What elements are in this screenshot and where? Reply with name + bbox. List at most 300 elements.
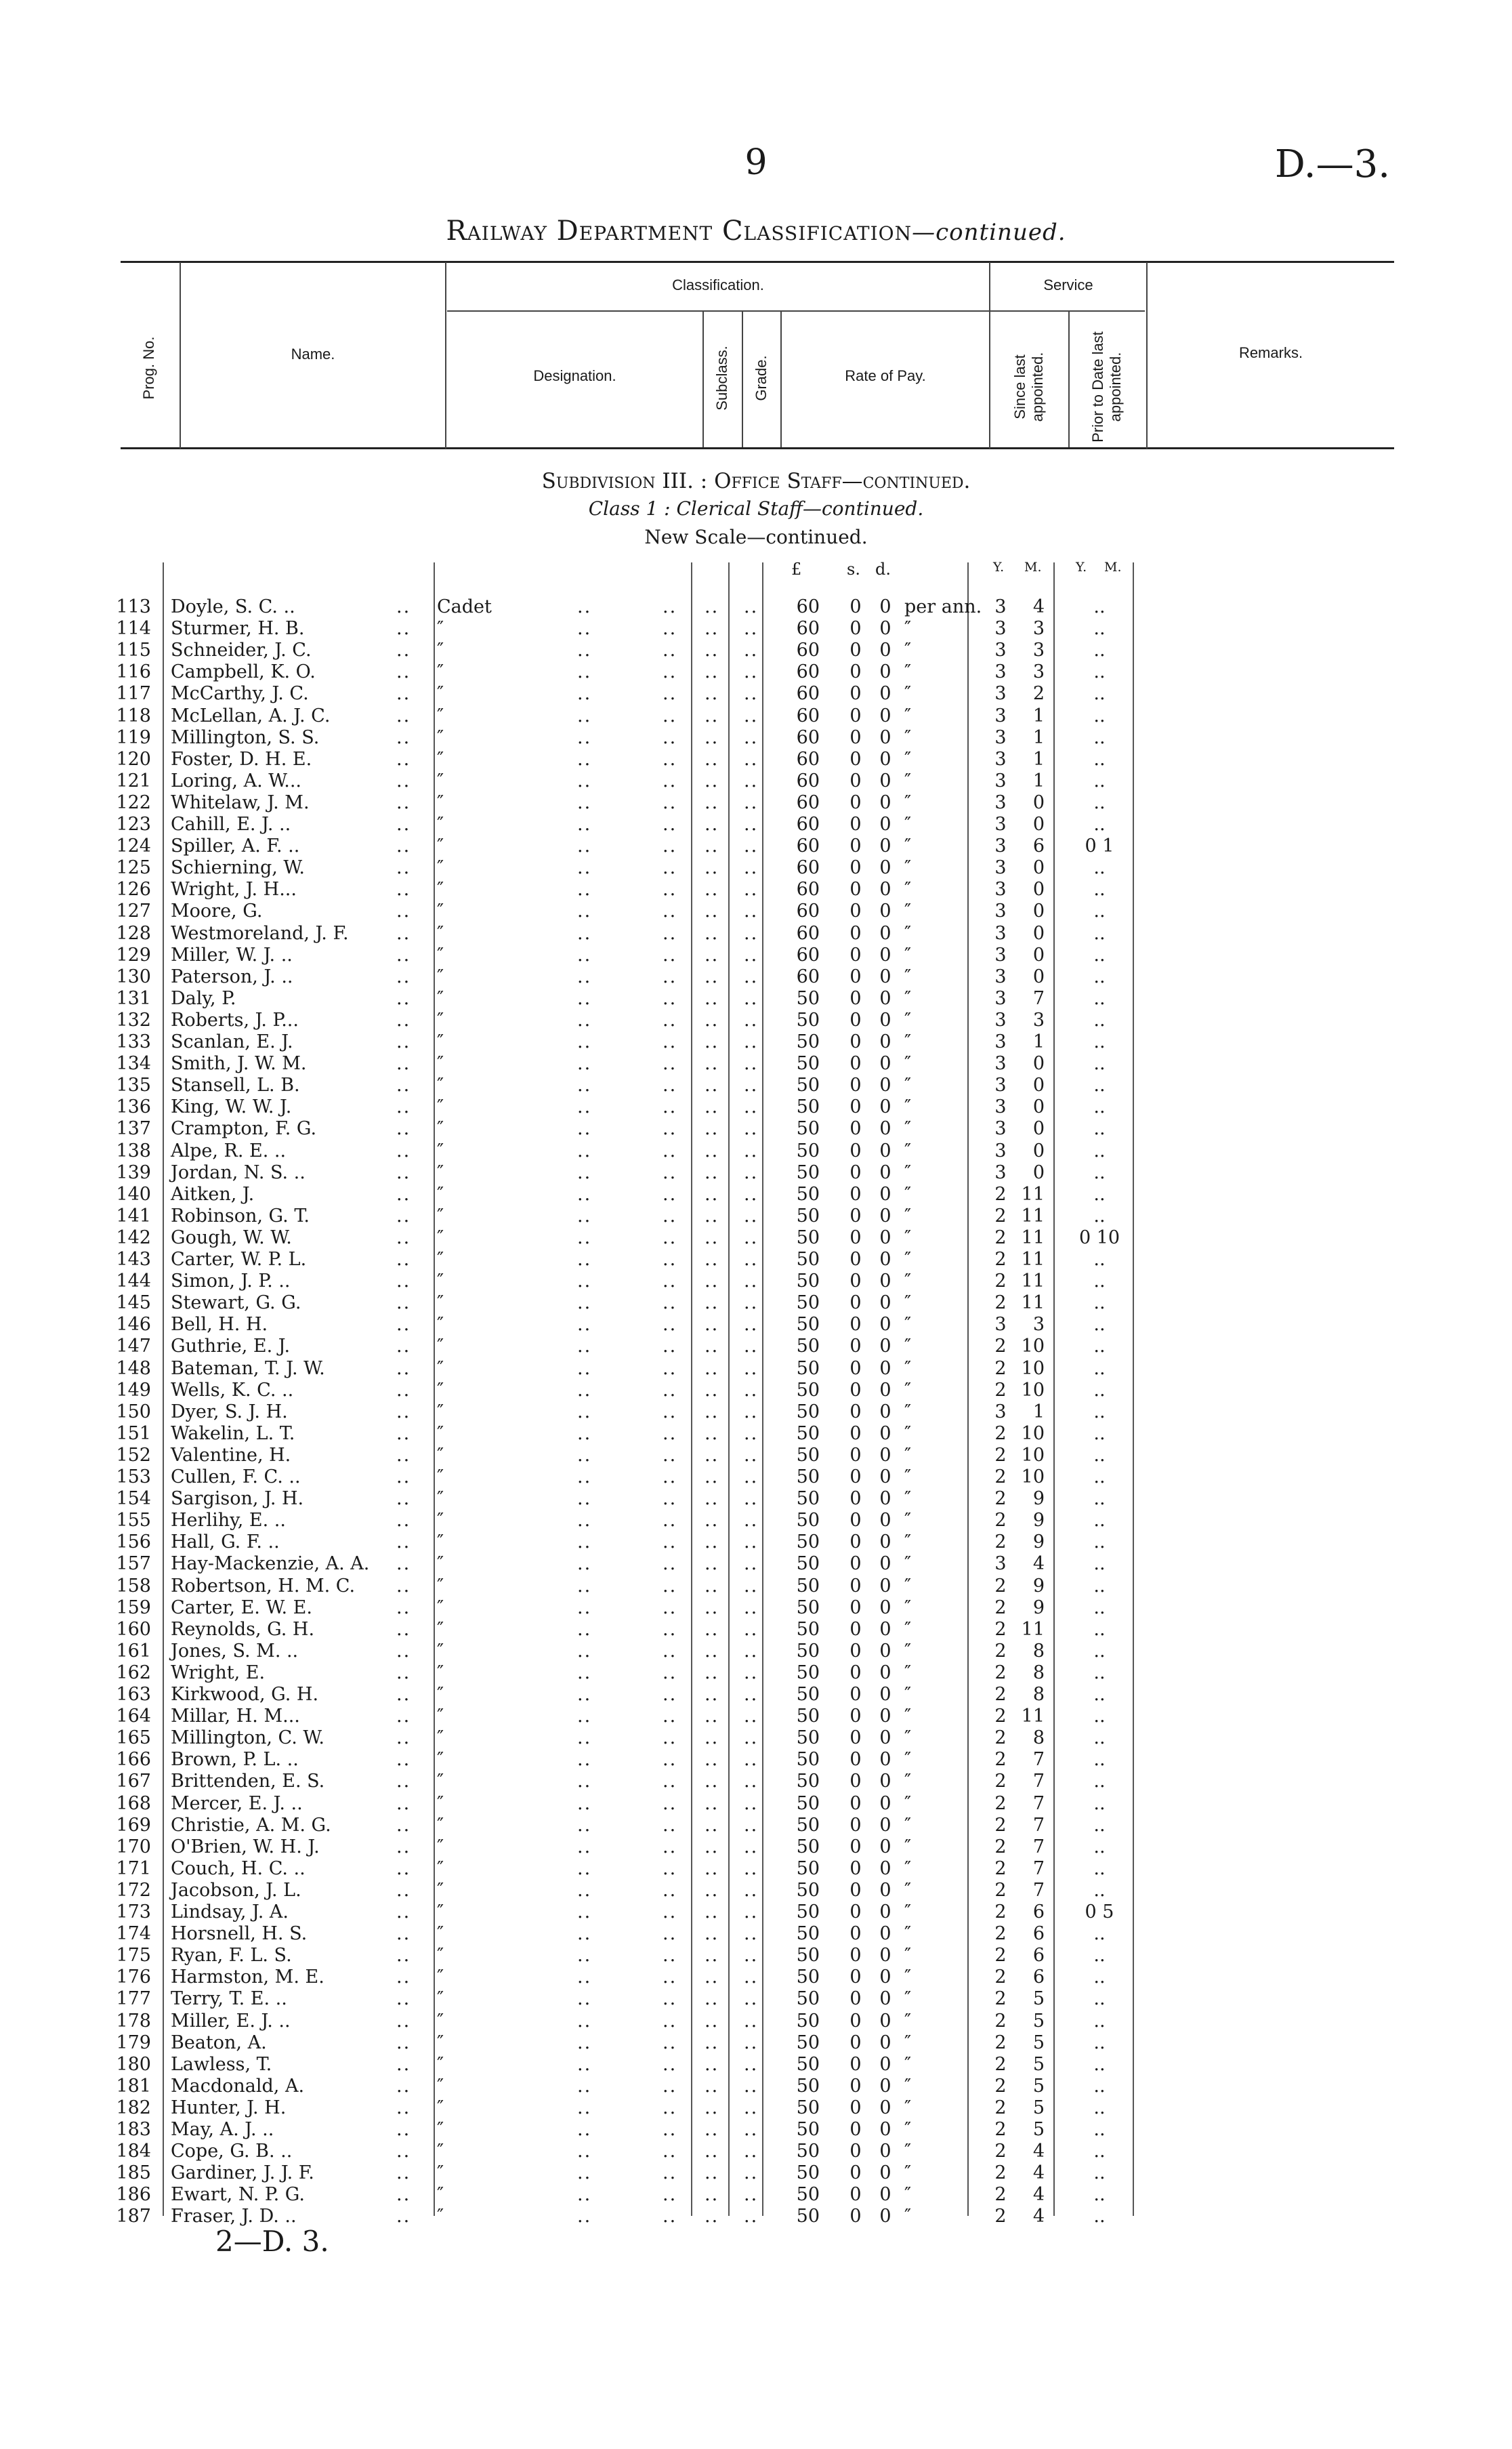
pay-period-cell: ″	[904, 2119, 912, 2140]
since-years-cell: 2	[994, 1379, 1007, 1401]
pay-pounds-cell: 50	[796, 1879, 820, 1901]
leader-dots: ..	[705, 1597, 719, 1618]
leader-dots: ..	[705, 1792, 719, 1814]
leader-dots: ..	[744, 683, 759, 705]
prog-no-cell: 115	[116, 640, 151, 661]
table-row	[0, 1053, 1512, 1075]
leader-dots: ..	[744, 1183, 759, 1205]
since-years-cell: 3	[994, 683, 1007, 705]
table-row	[0, 1423, 1512, 1445]
leader-dots: ..	[577, 1075, 592, 1096]
prog-no-cell: 135	[116, 1075, 151, 1096]
pay-period-cell: ″	[904, 1401, 912, 1422]
since-years-cell: 2	[994, 1662, 1007, 1683]
leader-dots: ..	[577, 1684, 592, 1705]
prog-no-cell: 161	[116, 1640, 151, 1662]
leader-dots: ..	[705, 770, 719, 791]
header-remarks: Remarks.	[1238, 344, 1303, 361]
pay-pence-cell: 0	[879, 1336, 891, 1357]
prog-no-cell: 145	[116, 1292, 151, 1314]
pay-period-cell: ″	[904, 901, 912, 922]
pay-pence-cell: 0	[879, 879, 891, 901]
units-row	[0, 560, 1512, 580]
table-row	[0, 1488, 1512, 1510]
prog-no-cell: 134	[116, 1053, 151, 1075]
designation-cell: ″	[437, 1792, 444, 1814]
since-months-cell: 4	[1032, 2184, 1045, 2206]
pay-period-cell: ″	[904, 640, 912, 661]
prog-no-cell: 117	[116, 683, 151, 705]
leader-dots: ..	[705, 857, 719, 879]
table-row	[0, 1358, 1512, 1380]
unit-shilling: s.	[847, 560, 860, 579]
pay-pounds-cell: 50	[796, 1771, 820, 1792]
pay-period-cell: ″	[904, 1684, 912, 1705]
prior-service-cell: ..	[1093, 1836, 1106, 1857]
table-row	[0, 683, 1512, 705]
leader-dots: ..	[396, 791, 411, 813]
leader-dots: ..	[705, 618, 719, 640]
pay-period-cell: ″	[904, 2162, 912, 2184]
pay-pence-cell: 0	[879, 1161, 891, 1183]
since-months-cell: 5	[1032, 2119, 1045, 2140]
leader-dots: ..	[744, 2184, 759, 2206]
leader-dots: ..	[396, 1140, 411, 1161]
leader-dots: ..	[577, 1575, 592, 1597]
table-row	[0, 1075, 1512, 1096]
since-years-cell: 2	[994, 2141, 1007, 2162]
prior-service-cell: ..	[1093, 1923, 1106, 1945]
designation-cell: ″	[437, 2119, 444, 2140]
designation-cell: ″	[437, 966, 444, 987]
designation-cell: ″	[437, 1053, 444, 1075]
pay-pence-cell: 0	[879, 1379, 891, 1401]
pay-shillings-cell: 0	[849, 748, 862, 770]
designation-cell: ″	[437, 1466, 444, 1487]
pay-pounds-cell: 60	[796, 683, 820, 705]
pay-period-cell: ″	[904, 1553, 912, 1575]
leader-dots: ..	[705, 1488, 719, 1510]
pay-pounds-cell: 50	[796, 1967, 820, 1988]
since-months-cell: 7	[1032, 1749, 1045, 1771]
since-years-cell: 3	[994, 1053, 1007, 1075]
pay-shillings-cell: 0	[849, 2075, 862, 2097]
leader-dots: ..	[577, 1857, 592, 1879]
prior-service-cell: ..	[1093, 857, 1106, 879]
designation-cell: ″	[437, 748, 444, 770]
leader-dots: ..	[577, 2053, 592, 2075]
designation-cell: ″	[437, 1531, 444, 1553]
leader-dots: ..	[705, 1771, 719, 1792]
prog-no-cell: 178	[116, 2010, 151, 2032]
designation-cell: ″	[437, 2075, 444, 2097]
since-months-cell: 8	[1032, 1727, 1045, 1749]
leader-dots: ..	[744, 2119, 759, 2140]
leader-dots: ..	[744, 1075, 759, 1096]
pay-shillings-cell: 0	[849, 1727, 862, 1749]
leader-dots: ..	[396, 770, 411, 791]
designation-cell: Cadet	[437, 596, 492, 617]
pay-pence-cell: 0	[879, 857, 891, 879]
designation-cell: ″	[437, 922, 444, 944]
since-months-cell: 1	[1032, 1401, 1045, 1422]
table-row	[0, 1880, 1512, 1901]
pay-pounds-cell: 50	[796, 1009, 820, 1031]
leader-dots: ..	[577, 618, 592, 640]
pay-pence-cell: 0	[879, 1901, 891, 1922]
prog-no-cell: 114	[116, 618, 151, 640]
document-reference: D.—3.	[1274, 142, 1390, 186]
pay-pence-cell: 0	[879, 1096, 891, 1118]
pay-pence-cell: 0	[879, 1249, 891, 1270]
name-cell: Jones, S. M. ..	[171, 1640, 299, 1662]
leader-dots: ..	[744, 1271, 759, 1292]
leader-dots: ..	[744, 966, 759, 987]
leader-dots: ..	[396, 814, 411, 835]
leader-dots: ..	[744, 1879, 759, 1901]
leader-dots: ..	[663, 1227, 677, 1248]
table-row	[0, 1031, 1512, 1053]
prior-service-cell: ..	[1093, 1618, 1106, 1640]
name-cell: Simon, J. P. ..	[171, 1271, 291, 1292]
pay-shillings-cell: 0	[849, 1814, 862, 1836]
leader-dots: ..	[577, 814, 592, 835]
pay-shillings-cell: 0	[849, 922, 862, 944]
prior-service-cell: ..	[1093, 1597, 1106, 1618]
table-row	[0, 1227, 1512, 1249]
prog-no-cell: 160	[116, 1618, 151, 1640]
leader-dots: ..	[577, 596, 592, 617]
prior-service-cell: ..	[1093, 1118, 1106, 1140]
leader-dots: ..	[663, 2053, 677, 2075]
designation-cell: ″	[437, 1075, 444, 1096]
leader-dots: ..	[663, 1727, 677, 1749]
leader-dots: ..	[663, 2206, 677, 2227]
leader-dots: ..	[663, 640, 677, 661]
leader-dots: ..	[663, 1553, 677, 1575]
prog-no-cell: 151	[116, 1422, 151, 1444]
table-row	[0, 966, 1512, 988]
leader-dots: ..	[705, 1662, 719, 1683]
since-years-cell: 2	[994, 2097, 1007, 2118]
leader-dots: ..	[396, 1466, 411, 1487]
leader-dots: ..	[663, 1336, 677, 1357]
pay-pounds-cell: 50	[796, 1488, 820, 1510]
leader-dots: ..	[705, 2032, 719, 2053]
prior-service-cell: 0 1	[1085, 836, 1114, 857]
leader-dots: ..	[577, 1205, 592, 1227]
prog-no-cell: 165	[116, 1727, 151, 1749]
leader-dots: ..	[744, 944, 759, 966]
leader-dots: ..	[663, 2184, 677, 2206]
table-row	[0, 1988, 1512, 2010]
since-months-cell: 4	[1032, 2162, 1045, 2184]
name-cell: Bell, H. H.	[171, 1314, 268, 1336]
since-years-cell: 2	[994, 1488, 1007, 1510]
name-cell: Crampton, F. G.	[171, 1118, 317, 1140]
leader-dots: ..	[577, 1879, 592, 1901]
pay-period-cell: ″	[904, 618, 912, 640]
leader-dots: ..	[705, 1945, 719, 1967]
pay-shillings-cell: 0	[849, 1053, 862, 1075]
leader-dots: ..	[396, 1901, 411, 1922]
designation-cell: ″	[437, 1314, 444, 1336]
pay-pence-cell: 0	[879, 1140, 891, 1161]
pay-pounds-cell: 50	[796, 1684, 820, 1705]
leader-dots: ..	[705, 987, 719, 1009]
leader-dots: ..	[663, 1618, 677, 1640]
header-designation: Designation.	[533, 367, 616, 384]
leader-dots: ..	[577, 1422, 592, 1444]
pay-pence-cell: 0	[879, 1422, 891, 1444]
pay-shillings-cell: 0	[849, 1640, 862, 1662]
pay-pounds-cell: 50	[796, 1836, 820, 1857]
name-cell: Schierning, W.	[171, 857, 306, 879]
prog-no-cell: 137	[116, 1118, 151, 1140]
leader-dots: ..	[744, 640, 759, 661]
name-cell: Moore, G.	[171, 901, 263, 922]
leader-dots: ..	[705, 814, 719, 835]
name-cell: Beaton, A.	[171, 2032, 267, 2053]
since-years-cell: 2	[994, 1792, 1007, 1814]
since-years-cell: 3	[994, 1140, 1007, 1161]
leader-dots: ..	[577, 901, 592, 922]
pay-pounds-cell: 60	[796, 770, 820, 791]
since-years-cell: 3	[994, 726, 1007, 748]
pay-shillings-cell: 0	[849, 1749, 862, 1771]
class-heading: Class 1 : Clerical Staff—continued.	[588, 497, 924, 520]
since-years-cell: 3	[994, 1553, 1007, 1575]
pay-shillings-cell: 0	[849, 661, 862, 683]
pay-shillings-cell: 0	[849, 1771, 862, 1792]
pay-pence-cell: 0	[879, 791, 891, 813]
since-years-cell: 2	[994, 1923, 1007, 1945]
leader-dots: ..	[705, 1618, 719, 1640]
pay-period-cell: ″	[904, 2184, 912, 2206]
since-months-cell: 10	[1021, 1466, 1045, 1487]
pay-period-cell: ″	[904, 2141, 912, 2162]
pay-shillings-cell: 0	[849, 1967, 862, 1988]
prog-no-cell: 127	[116, 901, 151, 922]
leader-dots: ..	[663, 1857, 677, 1879]
name-cell: Kirkwood, G. H.	[171, 1684, 319, 1705]
leader-dots: ..	[396, 1205, 411, 1227]
designation-cell: ″	[437, 1814, 444, 1836]
designation-cell: ″	[437, 1488, 444, 1510]
pay-shillings-cell: 0	[849, 791, 862, 813]
since-months-cell: 11	[1021, 1249, 1045, 1270]
leader-dots: ..	[705, 748, 719, 770]
name-cell: Hay-Mackenzie, A. A.	[171, 1553, 370, 1575]
since-months-cell: 10	[1021, 1357, 1045, 1379]
pay-shillings-cell: 0	[849, 1227, 862, 1248]
pay-period-cell: ″	[904, 1597, 912, 1618]
table-row	[0, 945, 1512, 966]
since-months-cell: 6	[1032, 1945, 1045, 1967]
leader-dots: ..	[577, 2184, 592, 2206]
designation-cell: ″	[437, 2053, 444, 2075]
leader-dots: ..	[396, 2032, 411, 2053]
table-row	[0, 640, 1512, 661]
since-months-cell: 7	[1032, 1814, 1045, 1836]
leader-dots: ..	[744, 1553, 759, 1575]
unit-years-prior: Y.	[1076, 560, 1087, 575]
since-months-cell: 11	[1021, 1271, 1045, 1292]
pay-shillings-cell: 0	[849, 1510, 862, 1531]
name-cell: Stansell, L. B.	[171, 1075, 300, 1096]
pay-pounds-cell: 50	[796, 2206, 820, 2227]
leader-dots: ..	[396, 1379, 411, 1401]
pay-pounds-cell: 60	[796, 748, 820, 770]
prior-service-cell: ..	[1093, 944, 1106, 966]
pay-pence-cell: 0	[879, 1205, 891, 1227]
table-row	[0, 1445, 1512, 1466]
name-cell: Sargison, J. H.	[171, 1488, 304, 1510]
since-months-cell: 9	[1032, 1597, 1045, 1618]
since-months-cell: 0	[1032, 1096, 1045, 1118]
table-row	[0, 814, 1512, 836]
designation-cell: ″	[437, 1662, 444, 1683]
name-cell: Carter, W. P. L.	[171, 1249, 307, 1270]
pay-pence-cell: 0	[879, 1836, 891, 1857]
name-cell: Schneider, J. C.	[171, 640, 312, 661]
leader-dots: ..	[744, 596, 759, 617]
leader-dots: ..	[744, 1706, 759, 1727]
name-cell: Sturmer, H. B.	[171, 618, 305, 640]
leader-dots: ..	[396, 1510, 411, 1531]
since-years-cell: 3	[994, 705, 1007, 726]
leader-dots: ..	[577, 1379, 592, 1401]
leader-dots: ..	[396, 1749, 411, 1771]
leader-dots: ..	[396, 1444, 411, 1466]
table-row	[0, 792, 1512, 814]
since-months-cell: 0	[1032, 1053, 1045, 1075]
designation-cell: ″	[437, 1727, 444, 1749]
leader-dots: ..	[577, 2075, 592, 2097]
pay-pounds-cell: 50	[796, 1553, 820, 1575]
since-months-cell: 1	[1032, 1031, 1045, 1052]
pay-pounds-cell: 50	[796, 1727, 820, 1749]
designation-cell: ″	[437, 2097, 444, 2118]
pay-shillings-cell: 0	[849, 1096, 862, 1118]
table-row	[0, 1401, 1512, 1423]
leader-dots: ..	[577, 922, 592, 944]
leader-dots: ..	[663, 1075, 677, 1096]
leader-dots: ..	[577, 2206, 592, 2227]
pay-pounds-cell: 50	[796, 1096, 820, 1118]
prog-no-cell: 172	[116, 1879, 151, 1901]
since-months-cell: 4	[1032, 596, 1045, 617]
since-months-cell: 0	[1032, 1140, 1045, 1161]
table-row	[0, 1140, 1512, 1162]
since-years-cell: 2	[994, 1618, 1007, 1640]
since-months-cell: 7	[1032, 1857, 1045, 1879]
designation-cell: ″	[437, 1205, 444, 1227]
pay-pounds-cell: 50	[796, 1422, 820, 1444]
leader-dots: ..	[577, 1357, 592, 1379]
designation-cell: ″	[437, 1140, 444, 1161]
leader-dots: ..	[663, 1140, 677, 1161]
leader-dots: ..	[705, 1118, 719, 1140]
prog-no-cell: 138	[116, 1140, 151, 1161]
pay-pounds-cell: 50	[796, 2141, 820, 2162]
leader-dots: ..	[396, 1640, 411, 1662]
pay-pence-cell: 0	[879, 944, 891, 966]
pay-pence-cell: 0	[879, 2032, 891, 2053]
prog-no-cell: 184	[116, 2141, 151, 2162]
page-title	[0, 215, 1512, 247]
prog-no-cell: 131	[116, 987, 151, 1009]
leader-dots: ..	[577, 1640, 592, 1662]
leader-dots: ..	[663, 1031, 677, 1052]
leader-dots: ..	[744, 1727, 759, 1749]
header-subclass: Subclass.	[713, 346, 730, 411]
prog-no-cell: 144	[116, 1271, 151, 1292]
leader-dots: ..	[744, 1096, 759, 1118]
designation-cell: ″	[437, 1901, 444, 1922]
pay-pounds-cell: 50	[796, 1140, 820, 1161]
since-years-cell: 3	[994, 1009, 1007, 1031]
pay-period-cell: ″	[904, 2075, 912, 2097]
leader-dots: ..	[396, 1945, 411, 1967]
since-months-cell: 0	[1032, 814, 1045, 835]
leader-dots: ..	[577, 1988, 592, 2010]
leader-dots: ..	[705, 1401, 719, 1422]
pay-period-cell: ″	[904, 1575, 912, 1597]
since-months-cell: 9	[1032, 1531, 1045, 1553]
table-row	[0, 1727, 1512, 1749]
pay-shillings-cell: 0	[849, 640, 862, 661]
pay-period-cell: ″	[904, 1988, 912, 2010]
leader-dots: ..	[577, 1031, 592, 1052]
leader-dots: ..	[744, 1205, 759, 1227]
leader-dots: ..	[663, 1422, 677, 1444]
pay-period-cell: ″	[904, 857, 912, 879]
leader-dots: ..	[705, 1988, 719, 2010]
table-row	[0, 1684, 1512, 1706]
prior-service-cell: ..	[1093, 1531, 1106, 1553]
since-months-cell: 5	[1032, 1988, 1045, 2010]
header-service: Service	[1043, 276, 1093, 293]
leader-dots: ..	[577, 1444, 592, 1466]
prior-service-cell: ..	[1093, 879, 1106, 901]
leader-dots: ..	[705, 1727, 719, 1749]
pay-period-cell: ″	[904, 1031, 912, 1052]
name-cell: Millar, H. M...	[171, 1706, 300, 1727]
since-months-cell: 10	[1021, 1422, 1045, 1444]
pay-pence-cell: 0	[879, 1031, 891, 1052]
pay-pence-cell: 0	[879, 596, 891, 617]
prog-no-cell: 156	[116, 1531, 151, 1553]
pay-shillings-cell: 0	[849, 1205, 862, 1227]
leader-dots: ..	[396, 1357, 411, 1379]
designation-cell: ″	[437, 2010, 444, 2032]
pay-shillings-cell: 0	[849, 683, 862, 705]
leader-dots: ..	[663, 1662, 677, 1683]
leader-dots: ..	[705, 922, 719, 944]
since-months-cell: 7	[1032, 1771, 1045, 1792]
since-years-cell: 3	[994, 1075, 1007, 1096]
leader-dots: ..	[663, 1684, 677, 1705]
prog-no-cell: 132	[116, 1009, 151, 1031]
since-years-cell: 2	[994, 1684, 1007, 1705]
leader-dots: ..	[577, 2141, 592, 2162]
leader-dots: ..	[663, 1597, 677, 1618]
leader-dots: ..	[744, 2162, 759, 2184]
leader-dots: ..	[663, 836, 677, 857]
pay-period-cell: ″	[904, 1118, 912, 1140]
pay-shillings-cell: 0	[849, 1444, 862, 1466]
